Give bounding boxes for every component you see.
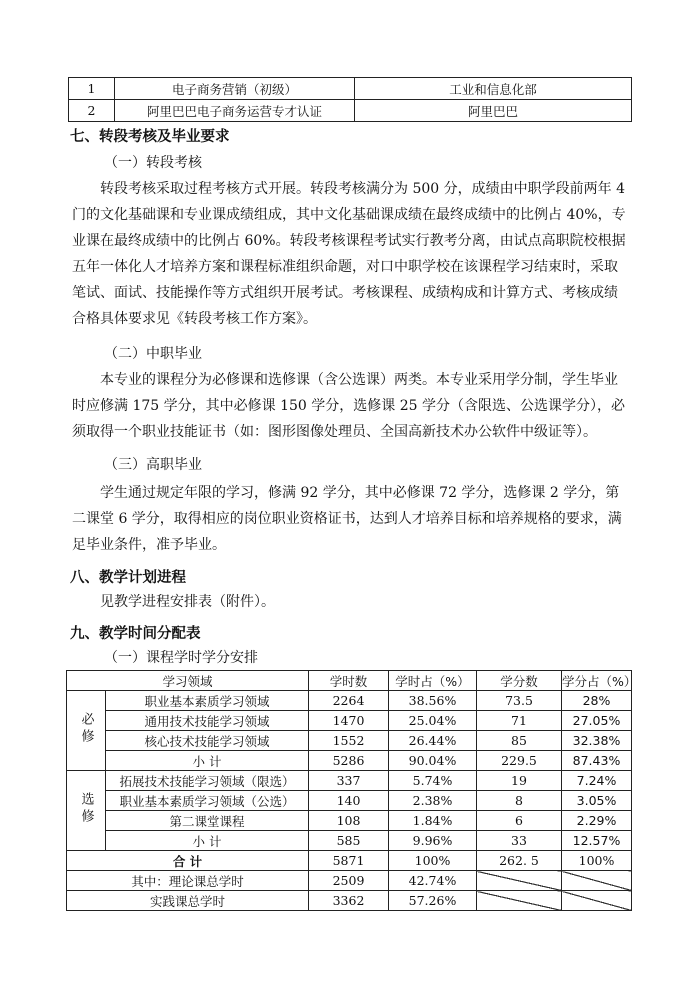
domain-name: 职业基本素质学习领域（公选）	[106, 791, 309, 811]
column-header: 学习领域	[67, 671, 309, 691]
hours-percent: 1.84%	[389, 811, 477, 831]
column-header: 学时数	[309, 671, 389, 691]
theory-row	[67, 871, 632, 891]
paragraph	[72, 367, 628, 445]
hours: 1470	[309, 711, 389, 731]
hours: 5871	[309, 851, 389, 871]
hours-percent: 57.26%	[389, 891, 477, 911]
hours-percent: 42.74%	[389, 871, 477, 891]
subsection-heading: （三）高职毕业	[104, 457, 202, 473]
hours-percent: 5.74%	[389, 771, 477, 791]
hours-percent: 100%	[389, 851, 477, 871]
credits: 262. 5	[477, 851, 562, 871]
credits-percent: 32.38%	[562, 731, 632, 751]
group-label: 必修	[78, 712, 94, 746]
certificate-name: 阿里巴巴电子商务运营专才认证	[115, 100, 355, 122]
domain-name: 拓展技术技能学习领域（限选）	[106, 771, 309, 791]
table-row	[67, 771, 632, 791]
issuing-body: 阿里巴巴	[355, 100, 632, 122]
hours: 585	[309, 831, 389, 851]
hours: 2264	[309, 691, 389, 711]
hours: 337	[309, 771, 389, 791]
credits: 73.5	[477, 691, 562, 711]
domain-name: 通用技术技能学习领域	[106, 711, 309, 731]
credits: 19	[477, 771, 562, 791]
credits-percent: 7.24%	[562, 771, 632, 791]
subtotal-row	[67, 831, 632, 851]
paragraph-text: 本专业的课程分为必修课和选修课（含公选课）两类。本专业采用学分制，学生毕业时应修满 175 学分，其中必修课 150 学分，选修课 25 学分（含限选、公选课学分），必须取得一个职业技能证书（如：图形图像处理员、全国高新技术办公软件中级证等）。	[72, 372, 625, 440]
table-row	[69, 78, 632, 100]
table-header-row	[67, 671, 632, 691]
theory-label: 其中：理论课总学时	[67, 871, 309, 891]
total-label: 合 计	[67, 851, 309, 871]
credits-percent: 87.43%	[562, 751, 632, 771]
credits: 85	[477, 731, 562, 751]
subtotal-row	[67, 751, 632, 771]
table-row	[67, 691, 632, 711]
subsection-heading: （二）中职毕业	[104, 346, 202, 362]
empty-diagonal-cell	[562, 891, 632, 911]
certificate-name: 电子商务营销（初级）	[115, 78, 355, 100]
paragraph	[72, 589, 628, 615]
credits-percent: 3.05%	[562, 791, 632, 811]
empty-diagonal-cell	[477, 871, 562, 891]
row-number: 2	[69, 100, 115, 122]
practice-label: 实践课总学时	[67, 891, 309, 911]
credits-percent: 2.29%	[562, 811, 632, 831]
paragraph-text: 转段考核采取过程考核方式开展。转段考核满分为 500 分，成绩由中职学段前两年 4 门的文化基础课和专业课成绩组成，其中文化基础课成绩在最终成绩中的比例占 40%，专业课在最终成绩中的比例占 60%。转段考核课程考试实行教考分离，由试点高职院校根据五年一体化人才培养方案和课程标准组织命题，对口中职学校在该课程学习结束时，采取笔试、面试、技能操作等方式组织开展考试。考核课程、成绩构成和计算方式、考核成绩合格具体要求见《转段考核工作方案》。	[72, 181, 626, 327]
table-row	[67, 791, 632, 811]
paragraph	[72, 480, 628, 558]
hours: 5286	[309, 751, 389, 771]
column-header: 学分数	[477, 671, 562, 691]
table-row	[67, 731, 632, 751]
domain-name: 核心技术技能学习领域	[106, 731, 309, 751]
section-7-heading: 七、转段考核及毕业要求	[70, 129, 230, 145]
practice-row	[67, 891, 632, 911]
hours-percent: 2.38%	[389, 791, 477, 811]
section-9-heading: 九、教学时间分配表	[70, 626, 201, 642]
row-number: 1	[69, 78, 115, 100]
hours-percent: 9.96%	[389, 831, 477, 851]
hours: 1552	[309, 731, 389, 751]
hours: 3362	[309, 891, 389, 911]
credits-percent: 100%	[562, 851, 632, 871]
table-row	[69, 100, 632, 122]
hours: 2509	[309, 871, 389, 891]
group-cell-elective	[67, 771, 106, 851]
group-label: 选修	[78, 792, 94, 826]
credits-percent: 27.05%	[562, 711, 632, 731]
table-row	[67, 711, 632, 731]
credits-percent: 28%	[562, 691, 632, 711]
total-row	[67, 851, 632, 871]
group-cell-required	[67, 691, 106, 771]
hours-percent: 90.04%	[389, 751, 477, 771]
paragraph-text: 学生通过规定年限的学习，修满 92 学分，其中必修课 72 学分，选修课 2 学分，第二课堂 6 学分，取得相应的岗位职业资格证书，达到人才培养目标和培养规格的要求，满足毕业条件，准予毕业。	[72, 485, 622, 553]
credits: 8	[477, 791, 562, 811]
empty-diagonal-cell	[562, 871, 632, 891]
domain-name: 小 计	[106, 751, 309, 771]
subsection-heading: （一）课程学时学分安排	[104, 650, 258, 666]
credits-percent: 12.57%	[562, 831, 632, 851]
paragraph-text: 见教学进程安排表（附件）。	[100, 594, 275, 610]
section-8-heading: 八、教学计划进程	[70, 570, 186, 586]
credits: 33	[477, 831, 562, 851]
hours-percent: 25.04%	[389, 711, 477, 731]
credits: 71	[477, 711, 562, 731]
column-header: 学时占（%）	[389, 671, 477, 691]
credits: 229.5	[477, 751, 562, 771]
table-row	[67, 811, 632, 831]
hours: 108	[309, 811, 389, 831]
empty-diagonal-cell	[477, 891, 562, 911]
hours-percent: 38.56%	[389, 691, 477, 711]
credits: 6	[477, 811, 562, 831]
domain-name: 小 计	[106, 831, 309, 851]
issuing-body: 工业和信息化部	[355, 78, 632, 100]
domain-name: 第二课堂课程	[106, 811, 309, 831]
certificate-table	[68, 77, 632, 122]
teaching-time-table	[66, 670, 637, 911]
subsection-heading: （一）转段考核	[104, 155, 202, 171]
column-header: 学分占（%）	[562, 671, 632, 691]
hours: 140	[309, 791, 389, 811]
domain-name: 职业基本素质学习领域	[106, 691, 309, 711]
hours-percent: 26.44%	[389, 731, 477, 751]
paragraph	[72, 176, 628, 332]
